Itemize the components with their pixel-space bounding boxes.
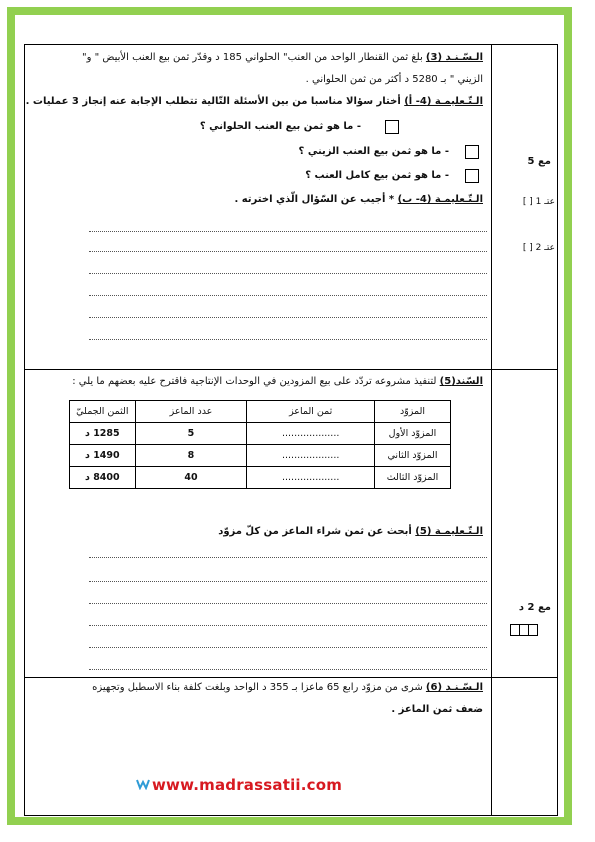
row-divider-1: [25, 369, 557, 370]
section6-title: الـسّـنـد (6): [425, 682, 483, 693]
table-row: [70, 467, 451, 489]
answer-line[interactable]: [89, 231, 487, 232]
table-row: [70, 445, 451, 467]
question-1: - ما هو ثمن بيع العنب الحلواني ؟: [199, 121, 361, 132]
answer-line[interactable]: [89, 273, 487, 274]
price-blank[interactable]: ...................: [247, 467, 375, 489]
table-header-row: [70, 401, 451, 423]
answer-line[interactable]: [89, 317, 487, 318]
instruction-4a-text: أختار سؤالا مناسبا من بين الأسئلة التّالية تتطلب الإجابة عنه إنجاز 3 عمليات .: [25, 96, 401, 107]
supplier-name: المزوّد الثالث: [375, 467, 451, 489]
watermark: www.madrassatii.com: [152, 776, 343, 794]
instruction-4b: [234, 193, 483, 207]
watermark-logo-icon: [136, 778, 150, 790]
answer-line[interactable]: [89, 669, 487, 670]
total-price: 1285 د: [70, 423, 136, 445]
question-3-checkbox[interactable]: [465, 169, 479, 183]
score-box-2: عتـ 2 [ ]: [522, 243, 555, 253]
section3-line2: الزيني " بـ 5280 د أكثر من ثمن الحلواني .: [305, 74, 483, 85]
instruction-4a-title: الـتّـعليمـة (4- أ): [404, 96, 483, 107]
total-price: 1490 د: [70, 445, 136, 467]
instruction-5-title: الـتّـعليمـة (5): [415, 526, 483, 537]
goat-count: 8: [135, 445, 247, 467]
table-header: ثمن الماعز: [247, 401, 375, 423]
section3-title: الـسّـنـد (3): [425, 52, 483, 63]
section6-line1: [31, 681, 483, 695]
table-row: [70, 423, 451, 445]
section6-text: شرى من مزوّد رابع 65 ماعزا بـ 355 د الواحد وبلغت كلفة بناء الاسطبل وتجهيزه: [92, 682, 423, 693]
score-box[interactable]: [528, 624, 538, 636]
margin-divider: [491, 45, 492, 815]
section5-text: لتنفيذ مشروعه تردّد على بيع المزودين في الوحدات الإنتاجية فاقترح عليه بعضهم ما يلي :: [72, 376, 437, 387]
section3-line1: [31, 51, 483, 65]
question-2: - ما هو ثمن بيع العنب الزيني ؟: [298, 146, 449, 157]
answer-line[interactable]: [89, 581, 487, 582]
section5-title: السّند(5): [439, 376, 483, 387]
table-header: المزوّد: [375, 401, 451, 423]
answer-line[interactable]: [89, 295, 487, 296]
answer-line[interactable]: [89, 557, 487, 558]
goat-count: 40: [135, 467, 247, 489]
row-divider-2: [25, 677, 557, 678]
question-1-checkbox[interactable]: [385, 120, 399, 134]
score-box-1: عتـ 1 [ ]: [522, 197, 555, 207]
table-header: عدد الماعز: [135, 401, 247, 423]
answer-line[interactable]: [89, 339, 487, 340]
section5-line: [31, 375, 483, 389]
section6-line2: ضعف ثمن الماعز .: [391, 704, 483, 715]
question-3: - ما هو ثمن بيع كامل العنب ؟: [305, 170, 449, 181]
supplier-name: المزوّد الأول: [375, 423, 451, 445]
goat-count: 5: [135, 423, 247, 445]
instruction-4b-title: الـتّـعليمـة (4- ب): [397, 194, 483, 205]
total-price: 8400 د: [70, 467, 136, 489]
answer-line[interactable]: [89, 603, 487, 604]
answer-line[interactable]: [89, 647, 487, 648]
answer-line[interactable]: [89, 251, 487, 252]
question-2-checkbox[interactable]: [465, 145, 479, 159]
answer-line[interactable]: [89, 625, 487, 626]
supplier-name: المزوّد الثاني: [375, 445, 451, 467]
instruction-5-text: أبحث عن ثمن شراء الماعز من كلّ مزوّد: [218, 526, 412, 537]
instruction-4a: [25, 95, 483, 109]
score-label-1: مع 5: [527, 156, 551, 167]
price-blank[interactable]: ...................: [247, 445, 375, 467]
table-header: الثمن الجمليّ: [70, 401, 136, 423]
score-label-2: مع 2 د: [518, 602, 551, 613]
section3-text: بلغ ثمن القنطار الواحد من العنب" الحلواني 185 د وقدّر ثمن بيع العنب الأبيض " و": [81, 52, 423, 63]
instruction-5: [218, 525, 483, 539]
score-boxes[interactable]: [511, 619, 538, 638]
instruction-4b-text: * أجيب عن السّؤال الّذي اخترته .: [234, 194, 395, 205]
suppliers-table: [69, 400, 451, 489]
exam-grid: [24, 44, 558, 816]
price-blank[interactable]: ...................: [247, 423, 375, 445]
